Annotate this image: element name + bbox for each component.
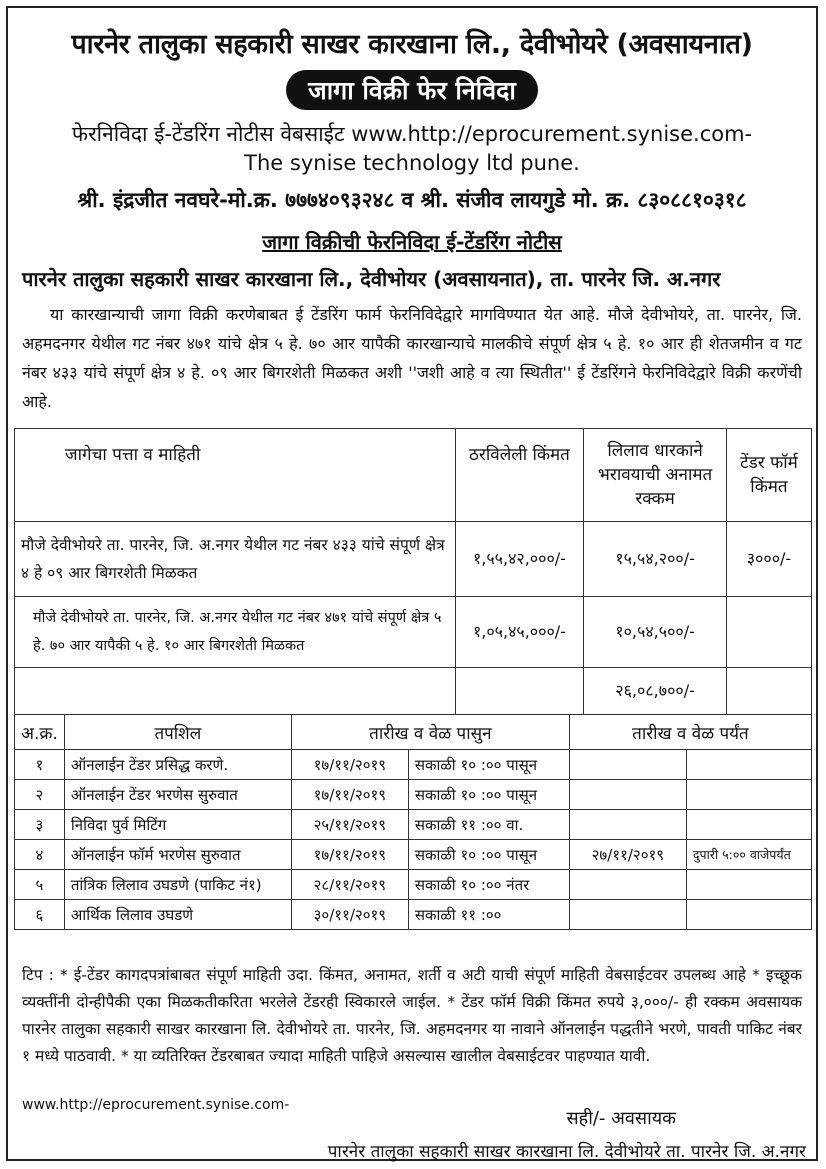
cell-no: ६ — [15, 900, 65, 930]
col-header: तपशिल — [64, 715, 291, 750]
cell-to-date — [569, 780, 686, 810]
cell-to-date — [569, 810, 686, 840]
table-row — [15, 810, 812, 840]
table-row — [15, 780, 812, 810]
table-row — [15, 870, 812, 900]
cell-from-time: सकाळी ११ :०० — [408, 900, 569, 930]
cell-form — [726, 597, 811, 668]
cell-to-time — [686, 780, 811, 810]
cell-to-date — [569, 870, 686, 900]
cell-to-date: २७/११/२०१९ — [569, 840, 686, 870]
cell-item: ऑनलाईन फॉर्म भरणेस सुरुवात — [64, 840, 291, 870]
cell-to-date — [569, 900, 686, 930]
cell-no: ५ — [15, 870, 65, 900]
cell-item: आर्थिक लिलाव उघडणे — [64, 900, 291, 930]
table-row — [15, 668, 812, 715]
col-header: टेंडर फॉर्म किंमत — [726, 429, 811, 522]
cell-price: १,५५,४२,०००/- — [455, 522, 584, 597]
footer-website: www.http://eprocurement.synise.com- — [22, 1097, 290, 1113]
table-row — [15, 750, 812, 780]
cell-deposit: १५,५४,२००/- — [584, 522, 727, 597]
notice-page — [6, 6, 818, 1161]
company-line: The synise technology ltd pune. — [244, 151, 580, 175]
col-header: तारीख व वेळ पासुन — [291, 715, 569, 750]
table-header-row — [15, 715, 812, 750]
cell-total: २६,०८,७००/- — [584, 668, 727, 715]
cell-deposit: १०,५४,५००/- — [584, 597, 727, 668]
contact-line: श्री. इंद्रजीत नवघरे-मो.क्र. ७७७४०९३२४८ व श्री. संजीव लायगुडे मो. क्र. ८३०८८१०३१८ — [77, 188, 747, 212]
col-header: अ.क्र. — [15, 715, 65, 750]
table-row — [15, 522, 812, 597]
cell-form — [726, 668, 811, 715]
cell-no: ३ — [15, 810, 65, 840]
table-header-row — [15, 429, 812, 522]
cell-price: १,०५,४५,०००/- — [455, 597, 584, 668]
cell-from-time: सकाळी १० :०० पासून — [408, 780, 569, 810]
org-heading: पारनेर तालुका सहकारी साखर कारखाना लि., देवीभोयर (अवसायनात), ता. पारनेर जि. अ.नगर — [22, 267, 721, 291]
cell-item: ऑनलाईन टेंडर प्रसिद्ध करणे. — [64, 750, 291, 780]
table-row — [15, 840, 812, 870]
cell-desc: मौजे देवीभोयरे ता. पारनेर, जि. अ.नगर येथील गट नंबर ४७१ यांचे संपूर्ण क्षेत्र ५ हे. ७० आर यापैकी ५ हे. १० आर बिगरशेती मिळकत — [15, 597, 456, 668]
cell-from-time: सकाळी १० :०० पासून — [408, 840, 569, 870]
cell-no: ४ — [15, 840, 65, 870]
notice-banner: जागा विक्री फेर निविदा — [286, 70, 538, 110]
cell-from-date: १७/११/२०१९ — [291, 780, 408, 810]
signature-line: सही/- अवसायक — [566, 1108, 676, 1129]
cell-item: तांत्रिक लिलाव उघडणे (पाकिट नं१) — [64, 870, 291, 900]
cell-from-date: १७/११/२०१९ — [291, 840, 408, 870]
notice-subheading: जागा विक्रीची फेरनिविदा ई-टेंडरिंग नोटीस — [262, 230, 562, 254]
cell-to-date — [569, 750, 686, 780]
cell-from-date: ३०/११/२०१९ — [291, 900, 408, 930]
cell-from-date: २८/११/२०१९ — [291, 870, 408, 900]
cell-desc — [15, 668, 456, 715]
notes-paragraph: टिप : * ई-टेंडर कागदपत्रांबाबत संपूर्ण माहिती उदा. किंमत, अनामत, शर्ती व अटी याची संपूर्ण माहिती वेबसाईटवर उपलब्ध आहे * इच्छूक व्यक्तींनी दोन्हीपैकी एका मिळकतीकरिता भरलेले टेंडरही स्विकारले जाईल. * टेंडर फॉर्म विक्री किंमत रुपये ३,०००/- ही रक्कम अवसायक पारनेर तालुका सहकारी साखर कारखाना लि. देवीभोयरे ता. पारनेर, जि. अहमदनगर या नावाने ऑनलाईन पद्धतीने भरणे, पावती पाकिट नंबर १ मध्ये पाठवावी. * या व्यतिरिक्त टेंडरबाबत ज्यादा माहिती पाहिजे असल्यास खालील वेबसाईटवर पाहण्यात यावी. — [22, 966, 802, 1065]
table-row — [15, 597, 812, 668]
footer-org: पारनेर तालुका सहकारी साखर कारखाना लि. देवीभोयरे ता. पारनेर जि. अ.नगर — [327, 1142, 806, 1162]
cell-item: निविदा पुर्व मिटिंग — [64, 810, 291, 840]
property-table — [14, 428, 812, 715]
cell-to-time: दुपारी ५:०० वाजेपर्यंत — [686, 840, 811, 870]
cell-from-date: २५/११/२०१९ — [291, 810, 408, 840]
notice-title: पारनेर तालुका सहकारी साखर कारखाना लि., देवीभोयरे (अवसायनात) — [71, 29, 753, 60]
cell-to-time — [686, 750, 811, 780]
cell-to-time — [686, 900, 811, 930]
col-header: जागेचा पत्ता व माहिती — [15, 429, 456, 522]
cell-no: १ — [15, 750, 65, 780]
cell-from-time: सकाळी ११ :०० वा. — [408, 810, 569, 840]
col-header: लिलाव धारकाने भरावयाची अनामत रक्कम — [584, 429, 727, 522]
col-header: ठरविलेली किंमत — [455, 429, 584, 522]
col-header: तारीख व वेळ पर्यंत — [569, 715, 811, 750]
schedule-table — [14, 714, 812, 930]
cell-to-time — [686, 870, 811, 900]
cell-desc: मौजे देवीभोयरे ता. पारनेर, जि. अ.नगर येथील गट नंबर ४३३ यांचे संपूर्ण क्षेत्र ४ हे ०९ आर बिगरशेती मिळकत — [15, 522, 456, 597]
cell-item: ऑनलाईन टेंडर भरणेस सुरुवात — [64, 780, 291, 810]
cell-from-date: १७/११/२०१९ — [291, 750, 408, 780]
cell-no: २ — [15, 780, 65, 810]
cell-to-time — [686, 810, 811, 840]
cell-form: ३०००/- — [726, 522, 811, 597]
cell-from-time: सकाळी १० :०० पासून — [408, 750, 569, 780]
intro-paragraph: या कारखान्याची जागा विक्री करणेबाबत ई टेंडरिंग फार्म फेरनिविदेद्वारे मागविण्यात येत आहे. मौजे देवीभोयरे, ता. पारनेर, जि. अहमदनगर येथील गट नंबर ४७१ यांचे क्षेत्र ५ हे. ७० आर यापैकी कारखान्याचे मालकीचे संपूर्ण क्षेत्र ५ हे. १० आर ही शेतजमीन व गट नंबर ४३३ यांचे संपूर्ण क्षेत्र ४ हे. ०९ आर बिगरशेती मिळकत अशी ''जशी आहे व त्या स्थितीत'' ई टेंडरिंगने फेरनिविदेद्वारे विक्री करणेंची आहे. — [22, 305, 802, 411]
table-row — [15, 900, 812, 930]
cell-price — [455, 668, 584, 715]
cell-from-time: सकाळी १० :०० नंतर — [408, 870, 569, 900]
website-line: फेरनिविदा ई-टेंडरिंग नोटीस वेबसाईट www.http://eprocurement.synise.com- — [71, 122, 753, 146]
